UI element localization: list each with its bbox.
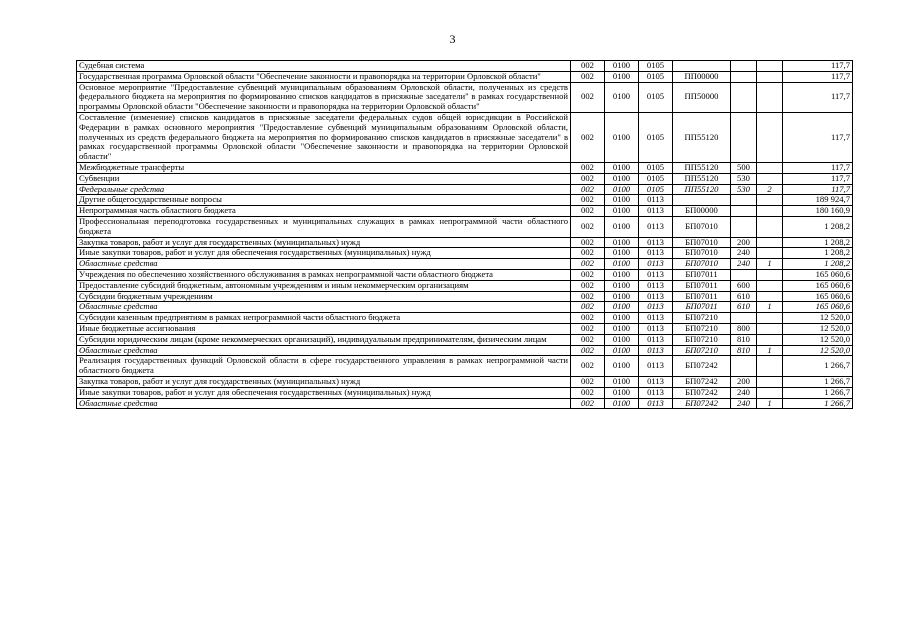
row-target-article: БП07242 — [673, 356, 731, 377]
row-expense-type: 200 — [731, 376, 757, 387]
row-name: Субсидии казенным предприятиям в рамках непрограммной части областного бюджета — [77, 313, 571, 324]
row-section-code: 0100 — [605, 334, 639, 345]
row-name: Другие общегосударственные вопросы — [77, 195, 571, 206]
row-target-article: БП07010 — [673, 237, 731, 248]
row-amount: 117,7 — [783, 61, 853, 72]
page-number: 3 — [449, 32, 456, 46]
row-subsection-code: 0105 — [639, 162, 673, 173]
row-subsection-code: 0113 — [639, 345, 673, 356]
row-subsection-code: 0113 — [639, 302, 673, 313]
row-section-code: 0100 — [605, 387, 639, 398]
table-row — [77, 82, 853, 112]
row-source — [757, 216, 783, 237]
row-name: Иные закупки товаров, работ и услуг для обеспечения государственных (муниципальных) нужд — [77, 248, 571, 259]
row-source — [757, 206, 783, 217]
row-expense-type: 810 — [731, 334, 757, 345]
row-section-code: 0100 — [605, 398, 639, 409]
row-amount: 1 208,2 — [783, 216, 853, 237]
row-ved-code: 002 — [571, 61, 605, 72]
row-target-article: БП07010 — [673, 248, 731, 259]
row-section-code: 0100 — [605, 173, 639, 184]
row-target-article: БП07011 — [673, 269, 731, 280]
row-amount: 117,7 — [783, 71, 853, 82]
row-name: Основное мероприятие "Предоставление субвенций муниципальным образованиям Орловской области, полученных из средств федерального бюджета на мероприятия по формированию списков кандидатов в присяжные заседатели" в рамках государственной программы Орловской области "Обеспечение законности и правопорядка на территории Орловской области" — [77, 82, 571, 112]
row-amount: 1 208,2 — [783, 237, 853, 248]
row-section-code: 0100 — [605, 269, 639, 280]
row-target-article: БП07210 — [673, 334, 731, 345]
row-name: Профессиональная переподготовка государственных и муниципальных служащих в рамках непрограммной части областного бюджета — [77, 216, 571, 237]
row-amount: 117,7 — [783, 162, 853, 173]
row-target-article — [673, 195, 731, 206]
row-subsection-code: 0105 — [639, 82, 673, 112]
row-source: 1 — [757, 398, 783, 409]
row-name: Областные средства — [77, 398, 571, 409]
row-target-article: ПП50000 — [673, 82, 731, 112]
row-subsection-code: 0113 — [639, 398, 673, 409]
row-section-code: 0100 — [605, 184, 639, 195]
row-amount: 117,7 — [783, 184, 853, 195]
row-source — [757, 356, 783, 377]
row-ved-code: 002 — [571, 71, 605, 82]
table-row — [77, 173, 853, 184]
row-target-article: ПП55120 — [673, 184, 731, 195]
row-ved-code: 002 — [571, 248, 605, 259]
row-source — [757, 248, 783, 259]
row-target-article: БП07011 — [673, 302, 731, 313]
table-row — [77, 216, 853, 237]
row-source — [757, 71, 783, 82]
row-subsection-code: 0113 — [639, 313, 673, 324]
row-amount: 165 060,6 — [783, 302, 853, 313]
row-expense-type — [731, 82, 757, 112]
row-target-article: ПП00000 — [673, 71, 731, 82]
row-source — [757, 376, 783, 387]
row-expense-type — [731, 356, 757, 377]
row-target-article: БП00000 — [673, 206, 731, 217]
row-section-code: 0100 — [605, 162, 639, 173]
row-amount: 165 060,6 — [783, 269, 853, 280]
row-ved-code: 002 — [571, 291, 605, 302]
table-row — [77, 248, 853, 259]
row-amount: 1 266,7 — [783, 398, 853, 409]
row-target-article: ПП55120 — [673, 112, 731, 162]
row-name: Федеральные средства — [77, 184, 571, 195]
row-name: Субвенции — [77, 173, 571, 184]
row-name: Реализация государственных функций Орловской области в сфере государственного управления в рамках непрограммной части областного бюджета — [77, 356, 571, 377]
row-source — [757, 291, 783, 302]
row-name: Областные средства — [77, 302, 571, 313]
row-ved-code: 002 — [571, 302, 605, 313]
table-row — [77, 61, 853, 72]
row-subsection-code: 0113 — [639, 206, 673, 217]
row-subsection-code: 0113 — [639, 269, 673, 280]
table-row — [77, 291, 853, 302]
row-section-code: 0100 — [605, 356, 639, 377]
row-ved-code: 002 — [571, 216, 605, 237]
table-row — [77, 259, 853, 270]
row-subsection-code: 0113 — [639, 195, 673, 206]
row-ved-code: 002 — [571, 313, 605, 324]
row-source: 1 — [757, 259, 783, 270]
row-target-article: БП07010 — [673, 216, 731, 237]
table-row — [77, 323, 853, 334]
row-subsection-code: 0113 — [639, 248, 673, 259]
table-row — [77, 280, 853, 291]
row-amount: 117,7 — [783, 173, 853, 184]
row-name: Составление (изменение) списков кандидатов в присяжные заседатели федеральных судов общей юрисдикции в Российской Федерации в рамках основного мероприятия "Предоставление субвенций муниципальным образованиям Орловской области, полученных из средств федерального бюджета на мероприятия по формированию списков кандидатов в присяжные заседатели" в рамках государственной программы Орловской области "Обеспечение законности и правопорядка на территории Орловской области" — [77, 112, 571, 162]
row-source — [757, 112, 783, 162]
row-section-code: 0100 — [605, 259, 639, 270]
row-source — [757, 280, 783, 291]
row-target-article: БП07011 — [673, 280, 731, 291]
table-row — [77, 398, 853, 409]
row-subsection-code: 0113 — [639, 387, 673, 398]
row-source: 2 — [757, 184, 783, 195]
row-section-code: 0100 — [605, 302, 639, 313]
row-subsection-code: 0105 — [639, 61, 673, 72]
table-row — [77, 195, 853, 206]
row-ved-code: 002 — [571, 356, 605, 377]
row-ved-code: 002 — [571, 195, 605, 206]
row-ved-code: 002 — [571, 112, 605, 162]
row-section-code: 0100 — [605, 376, 639, 387]
row-ved-code: 002 — [571, 323, 605, 334]
row-target-article — [673, 61, 731, 72]
row-expense-type: 530 — [731, 173, 757, 184]
row-amount: 1 266,7 — [783, 387, 853, 398]
row-ved-code: 002 — [571, 334, 605, 345]
row-target-article: БП07210 — [673, 323, 731, 334]
table-row — [77, 112, 853, 162]
row-expense-type — [731, 195, 757, 206]
row-section-code: 0100 — [605, 313, 639, 324]
row-ved-code: 002 — [571, 184, 605, 195]
row-name: Государственная программа Орловской области "Обеспечение законности и правопорядка на территории Орловской области" — [77, 71, 571, 82]
row-expense-type: 500 — [731, 162, 757, 173]
row-source: 1 — [757, 345, 783, 356]
row-name: Учреждения по обеспечению хозяйственного обслуживания в рамках непрограммной части областного бюджета — [77, 269, 571, 280]
row-amount: 12 520,0 — [783, 334, 853, 345]
row-ved-code: 002 — [571, 280, 605, 291]
row-expense-type: 810 — [731, 345, 757, 356]
row-name: Предоставление субсидий бюджетным, автономным учреждениям и иным некоммерческим организациям — [77, 280, 571, 291]
table-row — [77, 206, 853, 217]
row-source — [757, 269, 783, 280]
row-target-article: БП07242 — [673, 387, 731, 398]
row-section-code: 0100 — [605, 345, 639, 356]
row-target-article: БП07210 — [673, 345, 731, 356]
table-row — [77, 356, 853, 377]
row-amount: 117,7 — [783, 112, 853, 162]
row-amount: 165 060,6 — [783, 291, 853, 302]
row-ved-code: 002 — [571, 387, 605, 398]
row-name: Непрограммная часть областного бюджета — [77, 206, 571, 217]
row-subsection-code: 0113 — [639, 259, 673, 270]
row-expense-type — [731, 269, 757, 280]
row-source — [757, 313, 783, 324]
table-row — [77, 313, 853, 324]
row-target-article: БП07210 — [673, 313, 731, 324]
row-name: Областные средства — [77, 345, 571, 356]
row-amount: 180 160,9 — [783, 206, 853, 217]
row-expense-type: 600 — [731, 280, 757, 291]
row-section-code: 0100 — [605, 248, 639, 259]
row-expense-type — [731, 112, 757, 162]
row-expense-type: 240 — [731, 387, 757, 398]
row-subsection-code: 0113 — [639, 216, 673, 237]
row-expense-type — [731, 61, 757, 72]
row-ved-code: 002 — [571, 269, 605, 280]
row-name: Субсидии бюджетным учреждениям — [77, 291, 571, 302]
row-ved-code: 002 — [571, 237, 605, 248]
table-row — [77, 376, 853, 387]
row-section-code: 0100 — [605, 280, 639, 291]
row-expense-type: 200 — [731, 237, 757, 248]
row-ved-code: 002 — [571, 206, 605, 217]
row-section-code: 0100 — [605, 291, 639, 302]
row-subsection-code: 0105 — [639, 184, 673, 195]
budget-table — [76, 60, 853, 409]
row-section-code: 0100 — [605, 237, 639, 248]
row-name: Областные средства — [77, 259, 571, 270]
row-source — [757, 173, 783, 184]
row-subsection-code: 0105 — [639, 71, 673, 82]
row-expense-type: 610 — [731, 302, 757, 313]
row-section-code: 0100 — [605, 206, 639, 217]
row-subsection-code: 0105 — [639, 173, 673, 184]
row-ved-code: 002 — [571, 259, 605, 270]
row-source — [757, 237, 783, 248]
row-ved-code: 002 — [571, 376, 605, 387]
row-target-article: БП07242 — [673, 398, 731, 409]
row-expense-type: 240 — [731, 259, 757, 270]
row-ved-code: 002 — [571, 173, 605, 184]
row-amount: 1 208,2 — [783, 248, 853, 259]
table-row — [77, 345, 853, 356]
row-amount: 12 520,0 — [783, 313, 853, 324]
row-source — [757, 323, 783, 334]
row-name: Иные бюджетные ассигнования — [77, 323, 571, 334]
table-row — [77, 162, 853, 173]
table-row — [77, 71, 853, 82]
row-target-article: БП07011 — [673, 291, 731, 302]
row-subsection-code: 0113 — [639, 323, 673, 334]
row-subsection-code: 0113 — [639, 237, 673, 248]
row-subsection-code: 0105 — [639, 112, 673, 162]
table-row — [77, 387, 853, 398]
row-target-article: БП07242 — [673, 376, 731, 387]
row-section-code: 0100 — [605, 216, 639, 237]
row-name: Закупка товаров, работ и услуг для государственных (муниципальных) нужд — [77, 376, 571, 387]
row-subsection-code: 0113 — [639, 291, 673, 302]
row-name: Субсидии юридическим лицам (кроме некоммерческих организаций), индивидуальным предпринимателям, физическим лицам — [77, 334, 571, 345]
row-expense-type: 240 — [731, 398, 757, 409]
row-section-code: 0100 — [605, 71, 639, 82]
row-amount: 12 520,0 — [783, 345, 853, 356]
row-name: Иные закупки товаров, работ и услуг для обеспечения государственных (муниципальных) нужд — [77, 387, 571, 398]
row-amount: 1 266,7 — [783, 356, 853, 377]
table-row — [77, 184, 853, 195]
row-expense-type — [731, 206, 757, 217]
row-ved-code: 002 — [571, 162, 605, 173]
row-amount: 189 924,7 — [783, 195, 853, 206]
row-subsection-code: 0113 — [639, 376, 673, 387]
table-row — [77, 237, 853, 248]
row-name: Закупка товаров, работ и услуг для государственных (муниципальных) нужд — [77, 237, 571, 248]
row-target-article: ПП55120 — [673, 173, 731, 184]
row-source — [757, 61, 783, 72]
row-source — [757, 195, 783, 206]
row-ved-code: 002 — [571, 82, 605, 112]
row-subsection-code: 0113 — [639, 280, 673, 291]
row-expense-type — [731, 313, 757, 324]
row-source — [757, 82, 783, 112]
row-section-code: 0100 — [605, 61, 639, 72]
row-ved-code: 002 — [571, 345, 605, 356]
row-amount: 165 060,6 — [783, 280, 853, 291]
row-amount: 1 266,7 — [783, 376, 853, 387]
row-name: Межбюджетные трансферты — [77, 162, 571, 173]
row-expense-type: 530 — [731, 184, 757, 195]
row-source — [757, 334, 783, 345]
row-section-code: 0100 — [605, 195, 639, 206]
row-expense-type: 800 — [731, 323, 757, 334]
row-subsection-code: 0113 — [639, 334, 673, 345]
row-section-code: 0100 — [605, 82, 639, 112]
row-target-article: БП07010 — [673, 259, 731, 270]
row-target-article: ПП55120 — [673, 162, 731, 173]
row-expense-type — [731, 216, 757, 237]
table-row — [77, 334, 853, 345]
row-ved-code: 002 — [571, 398, 605, 409]
row-section-code: 0100 — [605, 112, 639, 162]
row-expense-type: 610 — [731, 291, 757, 302]
table-body — [77, 61, 853, 409]
row-source — [757, 162, 783, 173]
row-amount: 1 208,2 — [783, 259, 853, 270]
row-name: Судебная система — [77, 61, 571, 72]
row-expense-type — [731, 71, 757, 82]
row-subsection-code: 0113 — [639, 356, 673, 377]
row-amount: 117,7 — [783, 82, 853, 112]
row-source — [757, 387, 783, 398]
row-section-code: 0100 — [605, 323, 639, 334]
row-source: 1 — [757, 302, 783, 313]
row-amount: 12 520,0 — [783, 323, 853, 334]
table-row — [77, 302, 853, 313]
row-expense-type: 240 — [731, 248, 757, 259]
table-row — [77, 269, 853, 280]
